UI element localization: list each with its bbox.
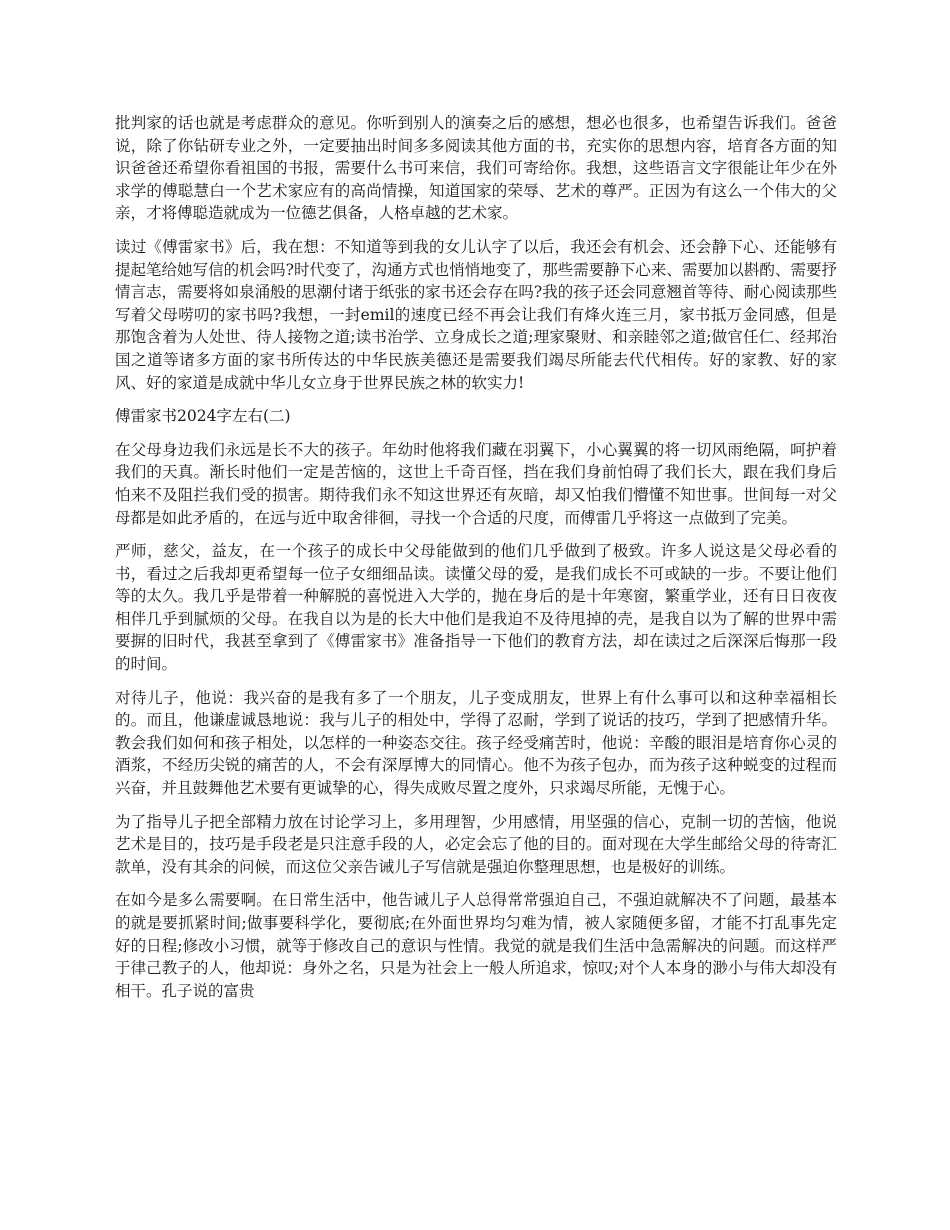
- paragraph: 读过《傅雷家书》后，我在想：不知道等到我的女儿认字了以后，我还会有机会、还会静下心、还能够有提起笔给她写信的机会吗?时代变了，沟通方式也悄悄地变了，那些需要静下心来、需要加以斟酌、需要抒情言志，需要将如泉涌般的思潮付诸于纸张的家书还会存在吗?我的孩子还会同意翘首等待、耐心阅读那些写着父母唠叨的家书吗?我想，一封emil的速度已经不再会让我们有烽火连三月，家书抵万金同感，但是那饱含着为人处世、待人接物之道;读书治学、立身成长之道;理家聚财、和亲睦邻之道;做官任仁、经邦治国之道等诸多方面的家书所传达的中华民族美德还是需要我们竭尽所能去代代相传。好的家教、好的家风、好的家道是成就中华儿女立身于世界民族之林的软实力!: [115, 237, 837, 392]
- document-page: [115, 112, 837, 1013]
- paragraph: 批判家的话也就是考虑群众的意见。你听到别人的演奏之后的感想，想必也很多，也希望告诉我们。爸爸说，除了你钻研专业之外，一定要抽出时间多多阅读其他方面的书，充实你的思想内容，培育各方面的知识爸爸还希望你看祖国的书报，需要什么书可来信，我们可寄给你。我想，这些语言文字很能让年少在外求学的傅聪慧白一个艺术家应有的高尚情操，知道国家的荣辱、艺术的尊严。正因为有这么一个伟大的父亲，才将傅聪造就成为一位德艺俱备，人格卓越的艺术家。: [115, 114, 837, 223]
- paragraph: 严师，慈父，益友，在一个孩子的成长中父母能做到的他们几乎做到了极致。许多人说这是父母必看的书，看过之后我却更希望每一位子女细细品读。读懂父母的爱，是我们成长不可或缺的一步。不要让他们等的太久。我几乎是带着一种解脱的喜悦进入大学的，抛在身后的是十年寒窗，繁重学业，还有日日夜夜相伴几乎到腻烦的父母。在我自以为是的长大中他们是我迫不及待甩掉的壳，是我自以为了解的世界中需要摒的旧时代，我甚至拿到了《傅雷家书》准备指导一下他们的教育方法，却在读过之后深深后悔那一段的时间。: [115, 542, 837, 674]
- paragraph: 为了指导儿子把全部精力放在讨论学习上，多用理智，少用感情，用坚强的信心，克制一切的苦恼，他说艺术是目的，技巧是手段老是只注意手段的人，必定会忘了他的目的。面对现在大学生邮给父母的待寄汇款单，没有其余的问候，而这位父亲告诫儿子写信就是强迫你整理思想，也是极好的训练。: [115, 812, 837, 876]
- paragraph: 在如今是多么需要啊。在日常生活中，他告诫儿子人总得常常强迫自己，不强迫就解决不了问题，最基本的就是要抓紧时间;做事要科学化，要彻底;在外面世界均匀难为情，被人家随便多留，才能不打乱事先定好的日程;修改小习惯，就等于修改自己的意识与性情。我觉的就是我们生活中急需解决的问题。而这样严于律己教子的人，他却说：身外之名，只是为社会上一般人所追求，惊叹;对个人本身的渺小与伟大却没有相干。孔子说的富贵: [115, 891, 837, 1000]
- paragraph: 对待儿子，他说：我兴奋的是我有多了一个朋友，儿子变成朋友，世界上有什么事可以和这种幸福相长的。而且，他谦虚诚恳地说：我与儿子的相处中，学得了忍耐，学到了说话的技巧，学到了把感情升华。教会我们如何和孩子相处，以怎样的一种姿态交往。孩子经受痛苦时，他说：辛酸的眼泪是培育你心灵的酒浆，不经历尖锐的痛苦的人，不会有深厚博大的同情心。他不为孩子包办，而为孩子这种蜕变的过程而兴奋，并且鼓舞他艺术要有更诚挚的心，得失成败尽置之度外，只求竭尽所能，无愧于心。: [115, 688, 837, 798]
- section-heading: 傅雷家书2024字左右(二): [115, 407, 291, 426]
- paragraph: 在父母身边我们永远是长不大的孩子。年幼时他将我们藏在羽翼下，小心翼翼的将一切风雨绝隔，呵护着我们的天真。渐长时他们一定是苦恼的，这世上千奇百怪，挡在我们身前怕碍了我们长大，跟在我们身后怕来不及阻拦我们受的损害。期待我们永不知这世界还有灰暗，却又怕我们懵懂不知世事。世间每一对父母都是如此矛盾的，在远与近中取舍徘徊，寻找一个合适的尺度，而傅雷几乎将这一点做到了完美。: [115, 440, 837, 527]
